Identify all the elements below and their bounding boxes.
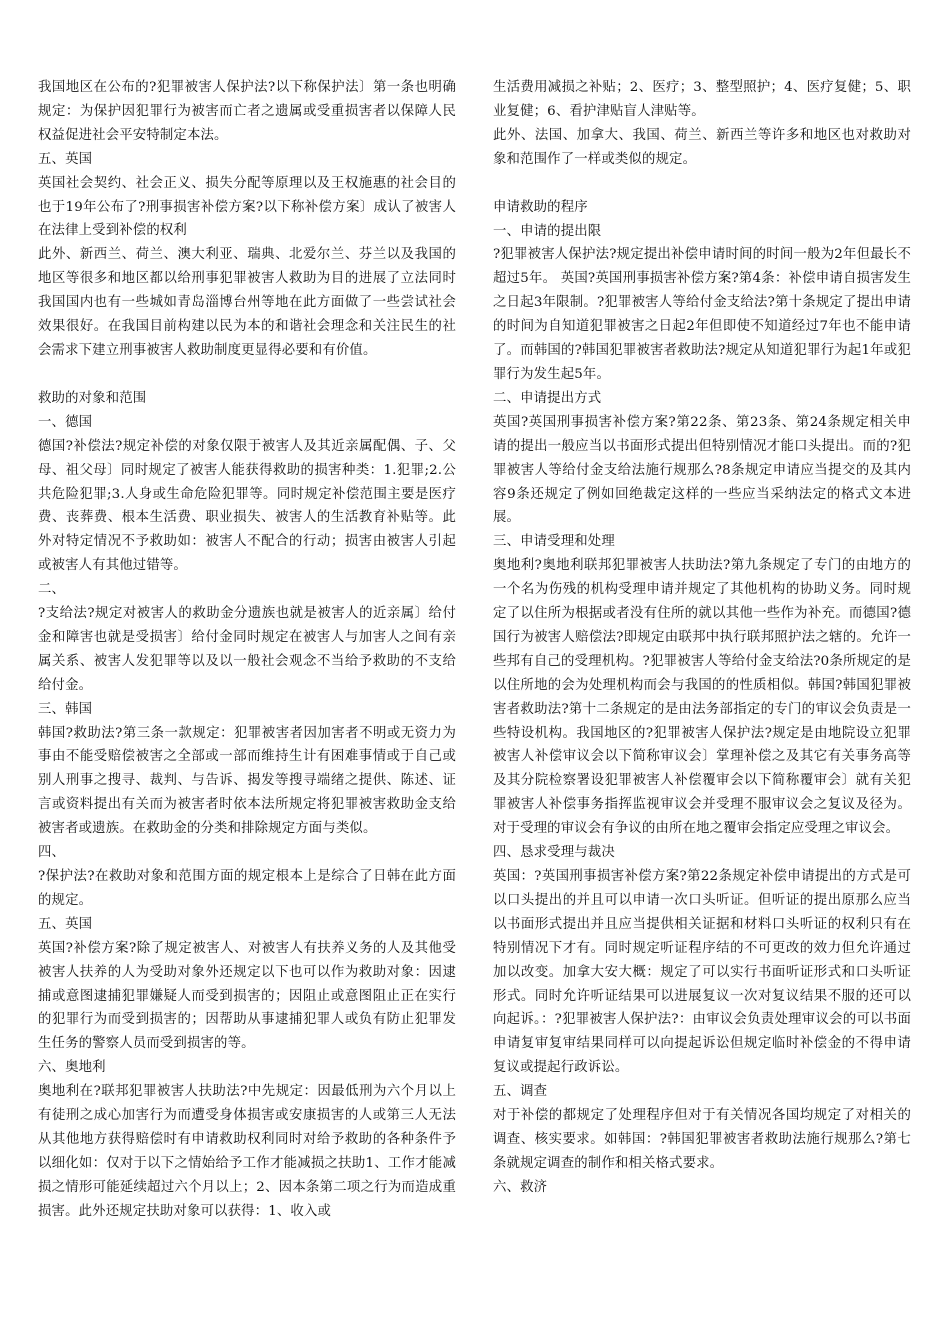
paragraph: 英国?英国刑事损害补偿方案?第22条、第23条、第24条规定相关申请的提出一般应当以书面形式提出但特别情况才能口头提出。而的?犯罪被害人等给付金支给法施行规那么?8条规定申请应当提交的及其内容9条还规定了例如回绝裁定这样的一些应当采纳法定的格式文本进展。 bbox=[493, 414, 911, 526]
paragraph-gap bbox=[38, 363, 456, 387]
paragraph: 一、德国 bbox=[38, 414, 93, 430]
paragraph: 六、奥地利 bbox=[38, 1060, 106, 1076]
paragraph: 此外、新西兰、荷兰、澳大利亚、瑞典、北爱尔兰、芬兰以及我国的地区等很多和地区都以给刑事犯罪被害人救助为目的进展了立法同时我国国内也有一些城如青岛淄博台州等地在此方面做了一些尝试社会效果很好。在我国目前构建以民为本的和谐社会理念和关注民生的社会需求下建立刑事被害人救助制度更显得必要和有价值。 bbox=[38, 247, 456, 358]
paragraph: 四、恳求受理与裁决 bbox=[493, 845, 615, 861]
paragraph: 德国?补偿法?规定补偿的对象仅限于被害人及其近亲属配偶、子、父母、祖父母〕同时规定了被害人能获得救助的损害种类：1.犯罪;2.公共危险犯罪;3.人身或生命危险犯罪等。同时规定补偿范围主要是医疗费、丧葬费、根本生活费、职业损失、被害人的生活教育补贴等。此外对特定情况不予救助如：被害人不配合的行动；损害由被害人引起或被害人有其他过错等。 bbox=[38, 438, 456, 574]
left-column bbox=[38, 76, 456, 1224]
paragraph: ?保护法?在救助对象和范围方面的规定根本上是综合了日韩在此方面的规定。 bbox=[38, 869, 456, 908]
paragraph: 二、申请提出方式 bbox=[493, 390, 602, 406]
paragraph: 奥地利在?联邦犯罪被害人扶助法?中先规定：因最低刑为六个月以上有徒刑之成心加害行为而遭受身体损害或安康损害的人或第三人无法从其他地方获得赔偿时有申请救助权利同时对给予救助的各种条件予以细化如：仅对于以下之情始给予工作才能减损之扶助1、工作才能减损之情形可能延续超过六个月以上；2、因本条第二项之行为而造成重损害。此外还规定扶助对象可以获得：1、收入或 bbox=[38, 1084, 456, 1219]
paragraph: 五、英国 bbox=[38, 151, 93, 167]
paragraph: 五、调查 bbox=[493, 1084, 548, 1100]
paragraph: 生活费用减损之补贴；2、医疗；3、整型照护；4、医疗复健；5、职业复健；6、看护津贴盲人津贴等。 bbox=[493, 80, 911, 119]
paragraph: 我国地区在公布的?犯罪被害人保护法?以下称保护法〕第一条也明确规定：为保护因犯罪行为被害而亡者之遗属或受重损害者以保障人民权益促进社会平安特制定本法。 bbox=[38, 80, 456, 143]
paragraph: 五、英国 bbox=[38, 916, 93, 932]
paragraph: 四、 bbox=[38, 845, 66, 861]
paragraph: 申请救助的程序 bbox=[493, 199, 588, 215]
paragraph: 三、韩国 bbox=[38, 701, 93, 717]
right-column bbox=[493, 76, 911, 1200]
paragraph: 六、救济 bbox=[493, 1179, 548, 1195]
paragraph: ?犯罪被害人保护法?规定提出补偿申请时间的时间一般为2年但最长不超过5年。 英国?英国刑事损害补偿方案?第4条：补偿申请自损害发生之日起3年限制。?犯罪被害人等给付金支给法?第十条规定了提出申请的时间为自知道犯罪被害之日起2年但即使不知道经过7年也不能申请了。而韩国的?韩国犯罪被害者救助法?规定从知道犯罪行为起1年或犯罪行为发生起5年。 bbox=[493, 247, 911, 382]
paragraph: 奥地利?奥地利联邦犯罪被害人扶助法?第九条规定了专门的由地方的一个名为伤残的机构受理申请并规定了其他机构的协助义务。同时规定了以住所为根据或者没有住所的就以其他一些作为补充。而德国?德国行为被害人赔偿法?即规定由联邦中执行联邦照护法之辖的。允许一些邦有自己的受理机构。?犯罪被害人等给付金支给法?0条所规定的是以住所地的会为处理机构而会与我国的的性质相似。韩国?韩国犯罪被害者救助法?第十二条规定的是由法务部指定的专门的审议会负责是一些特设机构。我国地区的?犯罪被害人保护法?规定是由地院设立犯罪被害人补偿审议会以下简称审议会〕掌理补偿之及其它有关事务高等及其分院检察署设犯罪被害人补偿覆审会以下简称覆审会〕就有关犯罪被害人补偿事务指挥监视审议会并受理不服审议会之复议及径为。对于受理的审议会有争议的由所在地之覆审会指定应受理之审议会。 bbox=[493, 558, 911, 837]
paragraph: 英国?补偿方案?除了规定被害人、对被害人有扶养义务的人及其他受被害人扶养的人为受助对象外还规定以下也可以作为救助对象：因逮捕或意图逮捕犯罪嫌疑人而受到损害的；因阻止或意图阻止正在实行的犯罪行为而受到损害的；因帮助从事逮捕犯罪人或负有防止犯罪发生任务的警察人员而受到损害的等。 bbox=[38, 940, 456, 1052]
paragraph: 对于补偿的都规定了处理程序但对于有关情况各国均规定了对相关的调查、核实要求。如韩国：?韩国犯罪被害者救助法施行规那么?第七条就规定调查的制作和相关格式要求。 bbox=[493, 1108, 911, 1171]
paragraph: 此外、法国、加拿大、我国、荷兰、新西兰等许多和地区也对救助对象和范围作了一样或类似的规定。 bbox=[493, 127, 911, 167]
paragraph: 二、 bbox=[38, 582, 66, 598]
paragraph: ?支给法?规定对被害人的救助金分遗族也就是被害人的近亲属〕给付金和障害也就是受损害〕给付金同时规定在被害人与加害人之间有亲属关系、被害人发犯罪等以及以一般社会观念不当给予救助的不支给给付金。 bbox=[38, 606, 456, 693]
paragraph: 三、申请受理和处理 bbox=[493, 534, 615, 550]
paragraph: 一、申请的提出限 bbox=[493, 223, 602, 239]
paragraph: 英国社会契约、社会正义、损失分配等原理以及王权施惠的社会目的也于19年公布了?刑事损害补偿方案?以下称补偿方案〕成认了被害人在法律上受到补偿的权利 bbox=[38, 175, 456, 239]
paragraph-gap bbox=[493, 172, 911, 196]
paragraph: 韩国?救助法?第三条一款规定：犯罪被害者因加害者不明或无资力为事由不能受赔偿被害之全部或一部而维持生计有困难事情或于自己或别人刑事之搜寻、裁判、与告诉、揭发等搜寻端绪之提供、陈述、证言或资料提出有关而为被害者时依本法所规定将犯罪被害救助金支给被害者或遗族。在救助金的分类和排除规定方面与类似。 bbox=[38, 725, 456, 837]
paragraph: 救助的对象和范围 bbox=[38, 390, 147, 406]
paragraph: 英国：?英国刑事损害补偿方案?第22条规定补偿申请提出的方式是可以口头提出的并且可以申请一次口头听证。但听证的提出原那么应当以书面形式提出并且应当提供相关证据和材料口头听证的权利只有在特别情况下才有。同时规定听证程序结的不可更改的效力但允许通过加以改变。加拿大安大概：规定了可以实行书面听证形式和口头听证形式。同时允许听证结果可以进展复议一次对复议结果不服的还可以向起诉。：?犯罪被害人保护法?：由审议会负责处理审议会的可以书面申请复审复审结果同样可以向提起诉讼但规定临时补偿金的不得申请复议或提起行政诉讼。 bbox=[493, 869, 911, 1076]
